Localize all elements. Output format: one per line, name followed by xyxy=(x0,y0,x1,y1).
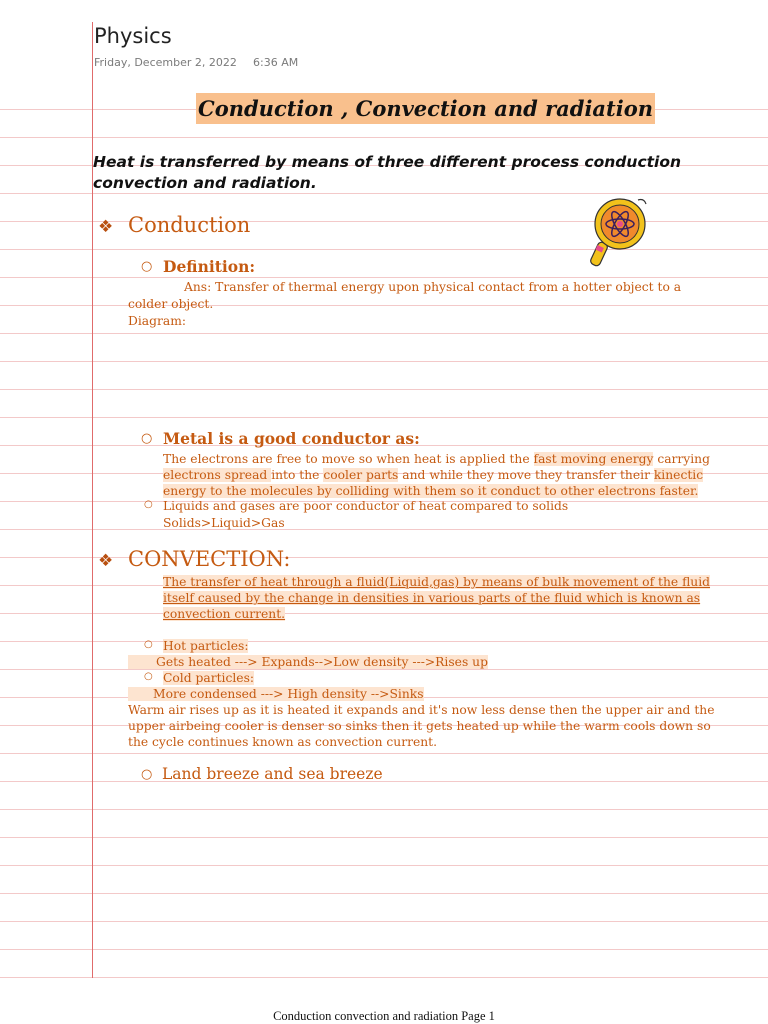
highlight-span: convection current. xyxy=(163,607,286,621)
definition-text-line2: colder object. xyxy=(128,297,214,311)
text-span: into the xyxy=(271,468,324,482)
metal-text-line1 xyxy=(163,451,710,467)
highlight-span: Hot particles: xyxy=(163,639,249,653)
circle-bullet-icon: ○ xyxy=(141,259,153,274)
intro-text: Heat is transferred by means of three different process conduction convection and radiation. xyxy=(93,153,682,192)
definition-label: Definition: xyxy=(163,257,256,276)
metal-text-line2 xyxy=(163,467,703,483)
highlight-span: kinectic xyxy=(653,468,704,482)
warm-air-line3: the cycle continues known as convection current. xyxy=(128,735,438,749)
page-time: 6:36 AM xyxy=(253,56,299,69)
liquids-line: Liquids and gases are poor conductor of heat compared to solids xyxy=(163,499,569,513)
land-sea-breeze: Land breeze and sea breeze xyxy=(162,765,383,783)
warm-air-line1: Warm air rises up as it is heated it expands and it's now less dense then the upper air and the xyxy=(128,703,715,717)
highlight-span: The transfer of heat through a fluid(Liquid,gas) by means of bulk movement of the fluid xyxy=(163,575,711,589)
convection-def-line2 xyxy=(163,590,700,606)
hot-particles-text xyxy=(128,654,488,670)
metal-text-line3 xyxy=(163,483,698,499)
circle-bullet-icon: ○ xyxy=(141,431,153,446)
circle-bullet-icon: ○ xyxy=(144,499,153,510)
highlight-span: electrons spread xyxy=(163,468,272,482)
diagram-label: Diagram: xyxy=(128,314,187,328)
diamond-bullet-icon: ❖ xyxy=(98,551,114,571)
warm-air-line2: upper airbeing cooler is denser so sinks then it gets heated up while the warm cools down so xyxy=(128,719,711,733)
diamond-bullet-icon: ❖ xyxy=(98,217,114,237)
text-span: carrying xyxy=(653,452,710,466)
text-span: The electrons are free to move so when heat is applied the xyxy=(163,452,534,466)
cold-particles-label xyxy=(163,670,254,686)
highlight-span: itself caused by the change in densities in various parts of the fluid which is known as xyxy=(163,591,701,605)
highlight-span: cooler parts xyxy=(323,468,399,482)
text-span: and while they move they transfer their xyxy=(398,468,654,482)
highlight-span: Cold particles: xyxy=(163,671,255,685)
circle-bullet-icon: ○ xyxy=(144,671,153,682)
conduction-heading: Conduction xyxy=(128,213,251,237)
cold-particles-text xyxy=(128,686,424,702)
highlight-span: Gets heated ---> Expands-->Low density --->Rises up xyxy=(128,655,488,669)
metal-label: Metal is a good conductor as: xyxy=(163,429,420,448)
circle-bullet-icon: ○ xyxy=(144,639,153,650)
highlight-span: More condensed ---> High density -->Sinks xyxy=(128,687,424,701)
convection-heading: CONVECTION: xyxy=(128,547,291,571)
convection-def-line1 xyxy=(163,574,710,590)
highlight-span: energy to the molecules by colliding with them so it conduct to other electrons faster. xyxy=(163,484,699,498)
hot-particles-label xyxy=(163,638,248,654)
page-date: Friday, December 2, 2022 xyxy=(94,56,237,69)
convection-def-line3 xyxy=(163,606,285,622)
solids-line: Solids>Liquid>Gas xyxy=(163,516,285,530)
main-heading: Conduction , Convection and radiation xyxy=(196,93,655,124)
circle-bullet-icon: ○ xyxy=(141,767,153,782)
atom-magnifier-icon xyxy=(588,194,650,268)
highlight-span: fast moving energy xyxy=(533,452,654,466)
page-title[interactable]: Physics xyxy=(94,24,172,48)
definition-text-line1: Ans: Transfer of thermal energy upon physical contact from a hotter object to a xyxy=(184,280,682,294)
page-footer: Conduction convection and radiation Page 1 xyxy=(273,1009,495,1023)
